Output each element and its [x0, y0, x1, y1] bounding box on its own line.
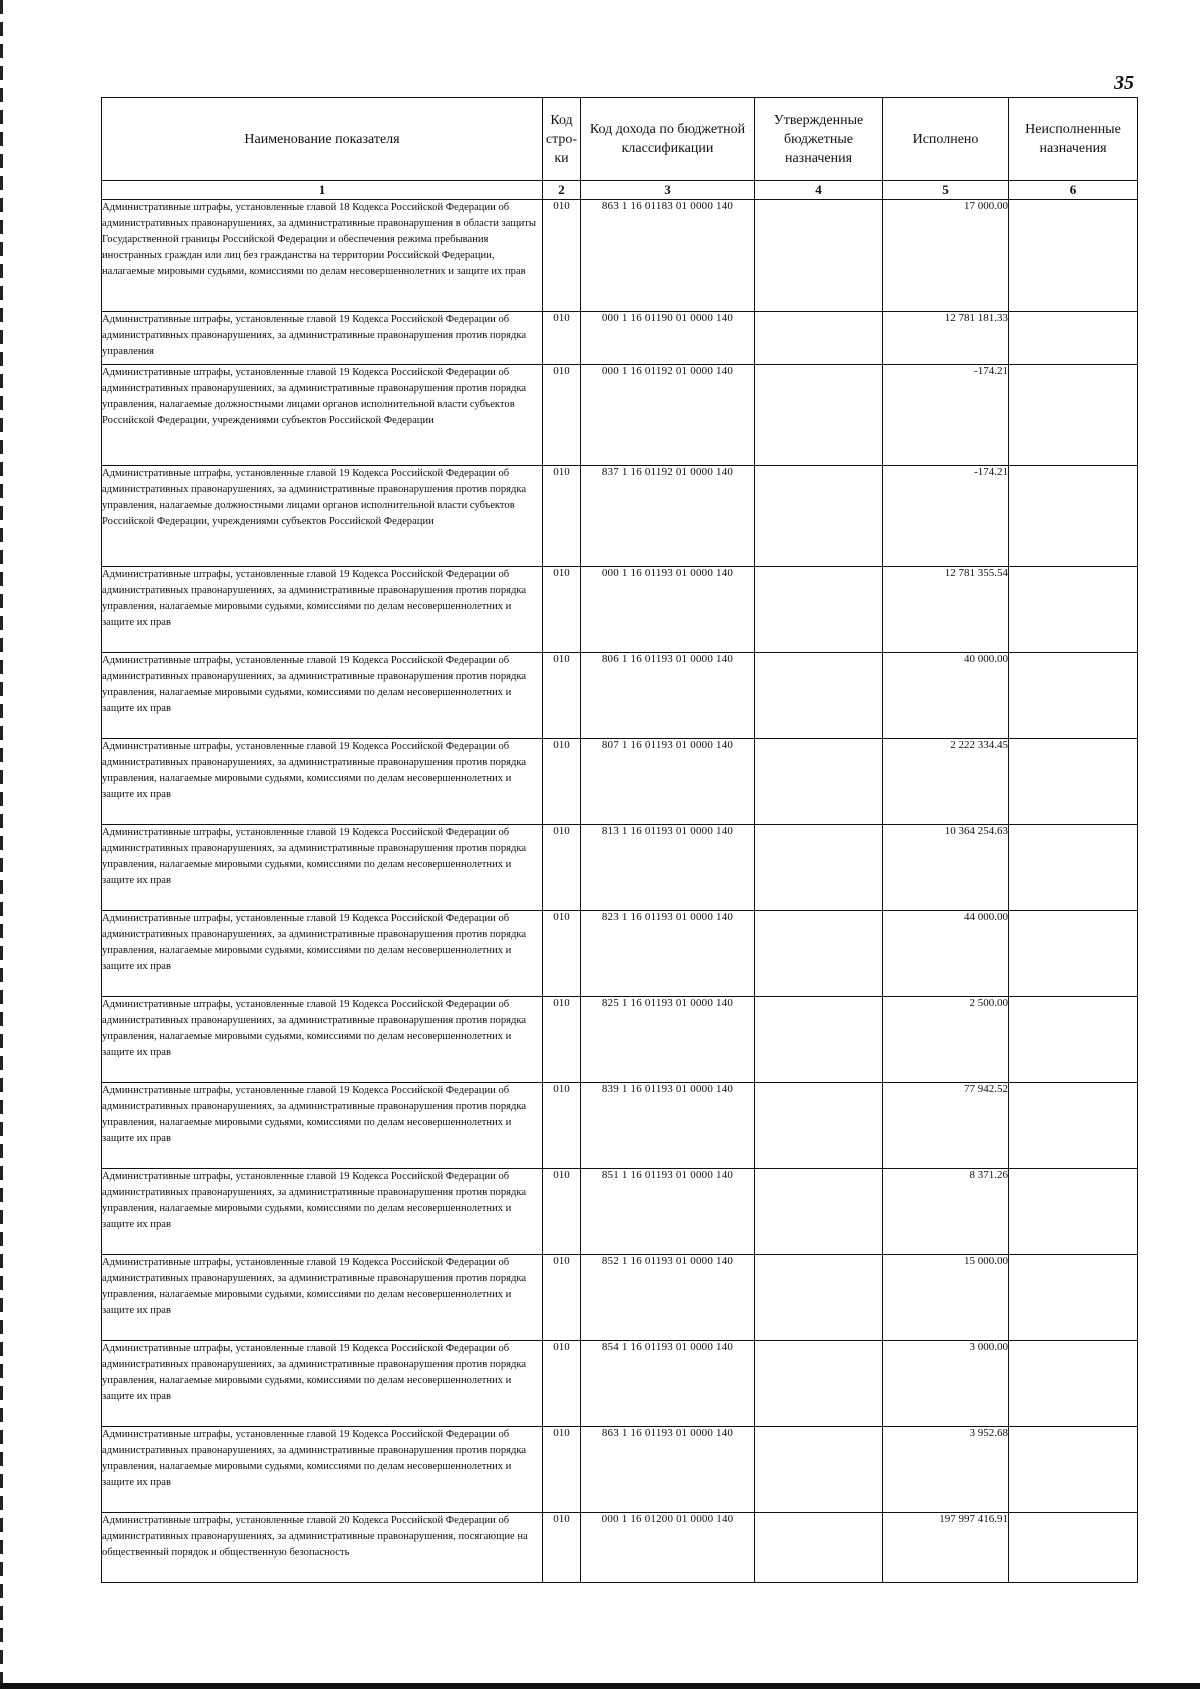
income-code: 813 1 16 01193 01 0000 140: [581, 825, 755, 911]
row-code: 010: [543, 365, 581, 466]
column-number: 2: [543, 181, 581, 200]
income-code: 863 1 16 01183 01 0000 140: [581, 200, 755, 312]
executed-cell: 197 997 416.91: [883, 1513, 1009, 1583]
approved-cell: [755, 1341, 883, 1427]
executed-cell: -174.21: [883, 365, 1009, 466]
income-code: 823 1 16 01193 01 0000 140: [581, 911, 755, 997]
row-code: 010: [543, 312, 581, 365]
indicator-name: Административные штрафы, установленные главой 19 Кодекса Российской Федерации об административных правонарушениях, за административные правонарушения против порядка управления, налагаемые должностными лицами органов исполнительной власти субъектов Российской Федерации, учреждениями субъектов Российской Федерации: [102, 466, 543, 567]
indicator-name: Административные штрафы, установленные главой 19 Кодекса Российской Федерации об административных правонарушениях, за административные правонарушения против порядка управления, налагаемые мировыми судьями, комиссиями по делам несовершеннолетних и защите их прав: [102, 1083, 543, 1169]
table-row: [102, 466, 1138, 567]
indicator-name: Административные штрафы, установленные главой 19 Кодекса Российской Федерации об административных правонарушениях, за административные правонарушения против порядка управления, налагаемые мировыми судьями, комиссиями по делам несовершеннолетних и защите их прав: [102, 997, 543, 1083]
header-unexecuted-assignments: Неисполненные назначения: [1009, 98, 1138, 181]
indicator-name: Административные штрафы, установленные главой 19 Кодекса Российской Федерации об административных правонарушениях, за административные правонарушения против порядка управления, налагаемые мировыми судьями, комиссиями по делам несовершеннолетних и защите их прав: [102, 825, 543, 911]
approved-cell: [755, 1169, 883, 1255]
table-row: [102, 1169, 1138, 1255]
indicator-name: Административные штрафы, установленные главой 19 Кодекса Российской Федерации об административных правонарушениях, за административные правонарушения против порядка управления, налагаемые мировыми судьями, комиссиями по делам несовершеннолетних и защите их прав: [102, 911, 543, 997]
unexecuted-cell: [1009, 200, 1138, 312]
unexecuted-cell: [1009, 1513, 1138, 1583]
income-code: 000 1 16 01193 01 0000 140: [581, 567, 755, 653]
income-code: 807 1 16 01193 01 0000 140: [581, 739, 755, 825]
approved-cell: [755, 997, 883, 1083]
indicator-name: Административные штрафы, установленные главой 19 Кодекса Российской Федерации об административных правонарушениях, за административные правонарушения против порядка управления, налагаемые мировыми судьями, комиссиями по делам несовершеннолетних и защите их прав: [102, 1427, 543, 1513]
header-indicator-name: Наименование показателя: [102, 98, 543, 181]
table-row: [102, 825, 1138, 911]
executed-cell: 77 942.52: [883, 1083, 1009, 1169]
approved-cell: [755, 567, 883, 653]
income-code: 825 1 16 01193 01 0000 140: [581, 997, 755, 1083]
unexecuted-cell: [1009, 312, 1138, 365]
column-number: 1: [102, 181, 543, 200]
executed-cell: -174.21: [883, 466, 1009, 567]
indicator-name: Административные штрафы, установленные главой 19 Кодекса Российской Федерации об административных правонарушениях, за административные правонарушения против порядка управления, налагаемые мировыми судьями, комиссиями по делам несовершеннолетних и защите их прав: [102, 1341, 543, 1427]
executed-cell: 10 364 254.63: [883, 825, 1009, 911]
row-code: 010: [543, 1255, 581, 1341]
approved-cell: [755, 1083, 883, 1169]
income-code: 000 1 16 01190 01 0000 140: [581, 312, 755, 365]
executed-cell: 12 781 181.33: [883, 312, 1009, 365]
table-row: [102, 1083, 1138, 1169]
approved-cell: [755, 466, 883, 567]
row-code: 010: [543, 1513, 581, 1583]
column-number: 5: [883, 181, 1009, 200]
table-row: [102, 365, 1138, 466]
header-executed: Исполнено: [883, 98, 1009, 181]
executed-cell: 40 000.00: [883, 653, 1009, 739]
table-row: [102, 1341, 1138, 1427]
approved-cell: [755, 739, 883, 825]
scan-bottom-edge: [0, 1683, 1200, 1689]
unexecuted-cell: [1009, 911, 1138, 997]
unexecuted-cell: [1009, 365, 1138, 466]
unexecuted-cell: [1009, 1083, 1138, 1169]
approved-cell: [755, 825, 883, 911]
indicator-name: Административные штрафы, установленные главой 19 Кодекса Российской Федерации об административных правонарушениях, за административные правонарушения против порядка управления, налагаемые мировыми судьями, комиссиями по делам несовершеннолетних и защите их прав: [102, 653, 543, 739]
indicator-name: Административные штрафы, установленные главой 19 Кодекса Российской Федерации об административных правонарушениях, за административные правонарушения против порядка управления, налагаемые мировыми судьями, комиссиями по делам несовершеннолетних и защите их прав: [102, 739, 543, 825]
page-number: 35: [1114, 72, 1134, 94]
income-code: 806 1 16 01193 01 0000 140: [581, 653, 755, 739]
indicator-name: Административные штрафы, установленные главой 19 Кодекса Российской Федерации об административных правонарушениях, за административные правонарушения против порядка управления, налагаемые мировыми судьями, комиссиями по делам несовершеннолетних и защите их прав: [102, 567, 543, 653]
income-code: 854 1 16 01193 01 0000 140: [581, 1341, 755, 1427]
row-code: 010: [543, 997, 581, 1083]
indicator-name: Административные штрафы, установленные главой 19 Кодекса Российской Федерации об административных правонарушениях, за административные правонарушения против порядка управления: [102, 312, 543, 365]
income-code: 839 1 16 01193 01 0000 140: [581, 1083, 755, 1169]
header-budget-classification-code: Код дохода по бюджетной классификации: [581, 98, 755, 181]
indicator-name: Административные штрафы, установленные главой 18 Кодекса Российской Федерации об административных правонарушениях, за административные правонарушения в области защиты Государственной границы Российской Федерации и обеспечения режима пребывания иностранных граждан или лиц без гражданства на территории Российской Федерации, налагаемые мировыми судьями, комиссиями по делам несовершеннолетних и защите их прав: [102, 200, 543, 312]
row-code: 010: [543, 653, 581, 739]
column-number: 4: [755, 181, 883, 200]
row-code: 010: [543, 1169, 581, 1255]
indicator-name: Административные штрафы, установленные главой 19 Кодекса Российской Федерации об административных правонарушениях, за административные правонарушения против порядка управления, налагаемые мировыми судьями, комиссиями по делам несовершеннолетних и защите их прав: [102, 1169, 543, 1255]
indicator-name: Административные штрафы, установленные главой 19 Кодекса Российской Федерации об административных правонарушениях, за административные правонарушения против порядка управления, налагаемые должностными лицами органов исполнительной власти субъектов Российской Федерации, учреждениями субъектов Российской Федерации: [102, 365, 543, 466]
unexecuted-cell: [1009, 466, 1138, 567]
executed-cell: 44 000.00: [883, 911, 1009, 997]
unexecuted-cell: [1009, 567, 1138, 653]
table-row: [102, 200, 1138, 312]
row-code: 010: [543, 1427, 581, 1513]
scan-left-edge: [0, 0, 3, 1689]
indicator-name: Административные штрафы, установленные главой 20 Кодекса Российской Федерации об административных правонарушениях, за административные правонарушения, посягающие на общественный порядок и общественную безопасность: [102, 1513, 543, 1583]
unexecuted-cell: [1009, 825, 1138, 911]
budget-execution-table: [101, 97, 1138, 1583]
executed-cell: 12 781 355.54: [883, 567, 1009, 653]
column-number: 3: [581, 181, 755, 200]
table-row: [102, 1513, 1138, 1583]
unexecuted-cell: [1009, 1341, 1138, 1427]
row-code: 010: [543, 466, 581, 567]
approved-cell: [755, 653, 883, 739]
income-code: 851 1 16 01193 01 0000 140: [581, 1169, 755, 1255]
income-code: 837 1 16 01192 01 0000 140: [581, 466, 755, 567]
approved-cell: [755, 1427, 883, 1513]
table-row: [102, 653, 1138, 739]
unexecuted-cell: [1009, 1169, 1138, 1255]
approved-cell: [755, 312, 883, 365]
row-code: 010: [543, 739, 581, 825]
header-approved-assignments: Утвержденные бюджетные назначения: [755, 98, 883, 181]
indicator-name: Административные штрафы, установленные главой 19 Кодекса Российской Федерации об административных правонарушениях, за административные правонарушения против порядка управления, налагаемые мировыми судьями, комиссиями по делам несовершеннолетних и защите их прав: [102, 1255, 543, 1341]
unexecuted-cell: [1009, 1255, 1138, 1341]
approved-cell: [755, 911, 883, 997]
income-code: 852 1 16 01193 01 0000 140: [581, 1255, 755, 1341]
table-header-row: [102, 98, 1138, 181]
row-code: 010: [543, 911, 581, 997]
row-code: 010: [543, 825, 581, 911]
executed-cell: 15 000.00: [883, 1255, 1009, 1341]
header-row-code: Код стро-ки: [543, 98, 581, 181]
income-code: 000 1 16 01200 01 0000 140: [581, 1513, 755, 1583]
unexecuted-cell: [1009, 653, 1138, 739]
executed-cell: 17 000.00: [883, 200, 1009, 312]
unexecuted-cell: [1009, 997, 1138, 1083]
table-row: [102, 1427, 1138, 1513]
table-row: [102, 739, 1138, 825]
approved-cell: [755, 200, 883, 312]
column-number: 6: [1009, 181, 1138, 200]
approved-cell: [755, 1255, 883, 1341]
table-row: [102, 312, 1138, 365]
executed-cell: 2 222 334.45: [883, 739, 1009, 825]
column-number-row: [102, 181, 1138, 200]
income-code: 863 1 16 01193 01 0000 140: [581, 1427, 755, 1513]
executed-cell: 8 371.26: [883, 1169, 1009, 1255]
row-code: 010: [543, 1341, 581, 1427]
table-row: [102, 911, 1138, 997]
executed-cell: 3 952.68: [883, 1427, 1009, 1513]
row-code: 010: [543, 567, 581, 653]
row-code: 010: [543, 200, 581, 312]
table-row: [102, 1255, 1138, 1341]
unexecuted-cell: [1009, 739, 1138, 825]
executed-cell: 2 500.00: [883, 997, 1009, 1083]
approved-cell: [755, 1513, 883, 1583]
executed-cell: 3 000.00: [883, 1341, 1009, 1427]
table-row: [102, 567, 1138, 653]
approved-cell: [755, 365, 883, 466]
income-code: 000 1 16 01192 01 0000 140: [581, 365, 755, 466]
row-code: 010: [543, 1083, 581, 1169]
table-row: [102, 997, 1138, 1083]
unexecuted-cell: [1009, 1427, 1138, 1513]
